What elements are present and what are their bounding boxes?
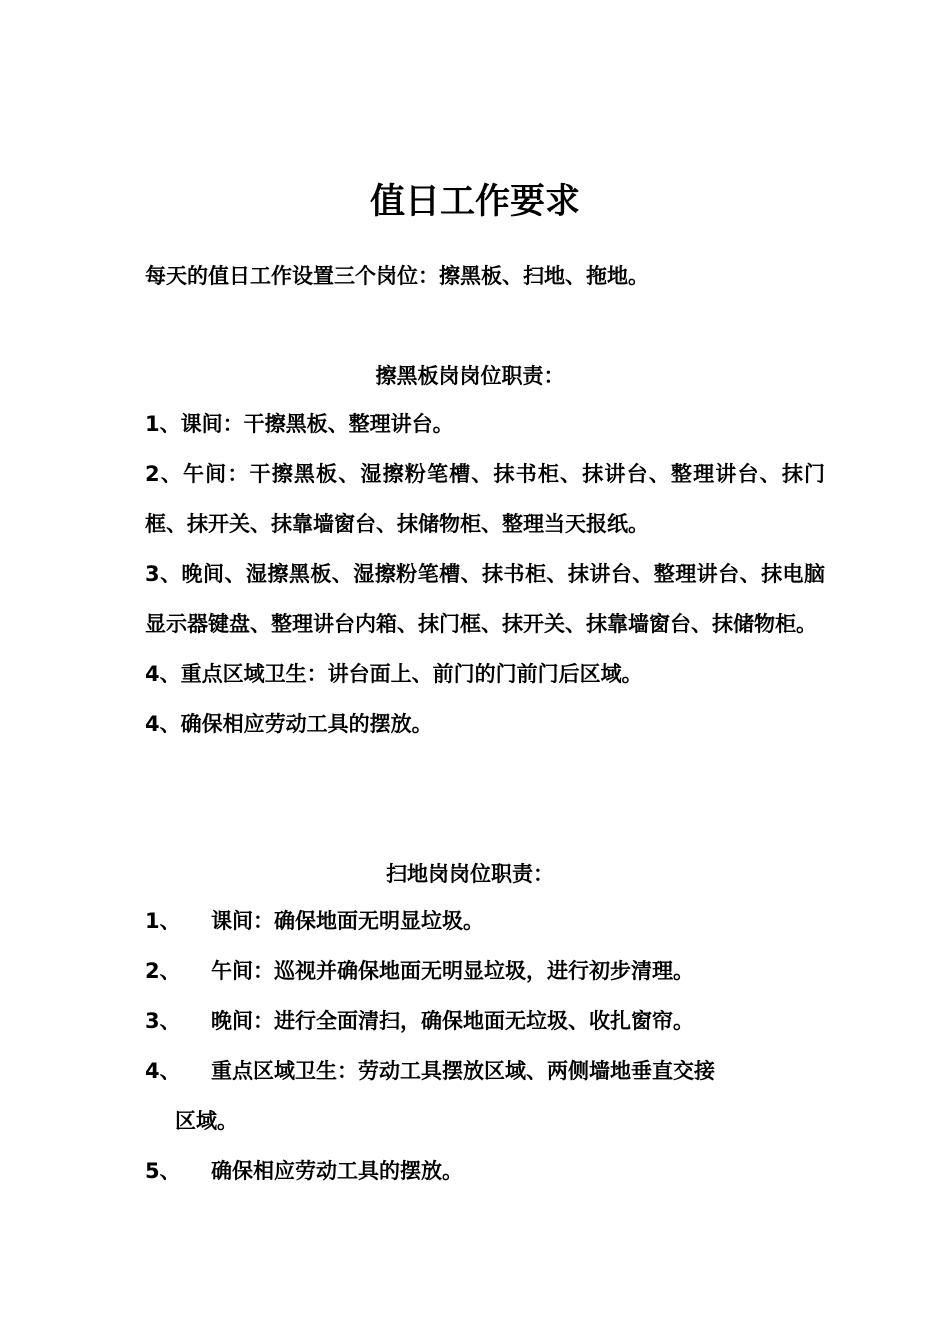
list-item <box>145 1046 825 1096</box>
section-heading-sweeping: 扫地岗岗位职责： <box>386 862 554 886</box>
item-text: 晚间：进行全面清扫，确保地面无垃圾、收扎窗帘。 <box>211 1009 694 1033</box>
list-item: 4、重点区域卫生：讲台面上、前门的门前门后区域。 <box>145 662 643 686</box>
item-number: 1、 <box>145 909 181 933</box>
item-text: 午间：巡视并确保地面无明显垃圾，进行初步清理。 <box>211 959 694 983</box>
list-item: 2、午间：干擦黑板、湿擦粉笔槽、抹书柜、抹讲台、整理讲台、抹门框、抹开关、抹靠墙窗台、抹储物柜、整理当天报纸。 <box>145 462 825 536</box>
list-item: 4、确保相应劳动工具的摆放。 <box>145 712 433 736</box>
item-number: 5、 <box>145 1159 181 1183</box>
list-item <box>145 896 825 946</box>
item-number: 4、 <box>145 1059 181 1083</box>
blackboard-duties <box>145 399 825 749</box>
list-item: 3、晚间、湿擦黑板、湿擦粉笔槽、抹书柜、抹讲台、整理讲台、抹电脑显示器键盘、整理讲台内箱、抹门框、抹开关、抹靠墙窗台、抹储物柜。 <box>145 562 825 636</box>
item-text: 重点区域卫生：劳动工具摆放区域、两侧墙地垂直交接 <box>211 1059 715 1083</box>
list-item <box>145 996 825 1046</box>
list-item <box>145 1146 825 1196</box>
page-title: 值日工作要求 <box>369 182 580 222</box>
item-text: 确保相应劳动工具的摆放。 <box>211 1159 463 1183</box>
item-continuation: 区域。 <box>175 1109 238 1133</box>
item-text: 课间：确保地面无明显垃圾。 <box>211 909 484 933</box>
sweeping-duties <box>145 896 825 1196</box>
intro-paragraph: 每天的值日工作设置三个岗位：擦黑板、扫地、拖地。 <box>145 264 649 288</box>
list-item <box>145 946 825 996</box>
list-item: 1、课间：干擦黑板、整理讲台。 <box>145 412 454 436</box>
section-heading-blackboard: 擦黑板岗岗位职责： <box>375 364 565 388</box>
item-number: 3、 <box>145 1009 181 1033</box>
item-number: 2、 <box>145 959 181 983</box>
